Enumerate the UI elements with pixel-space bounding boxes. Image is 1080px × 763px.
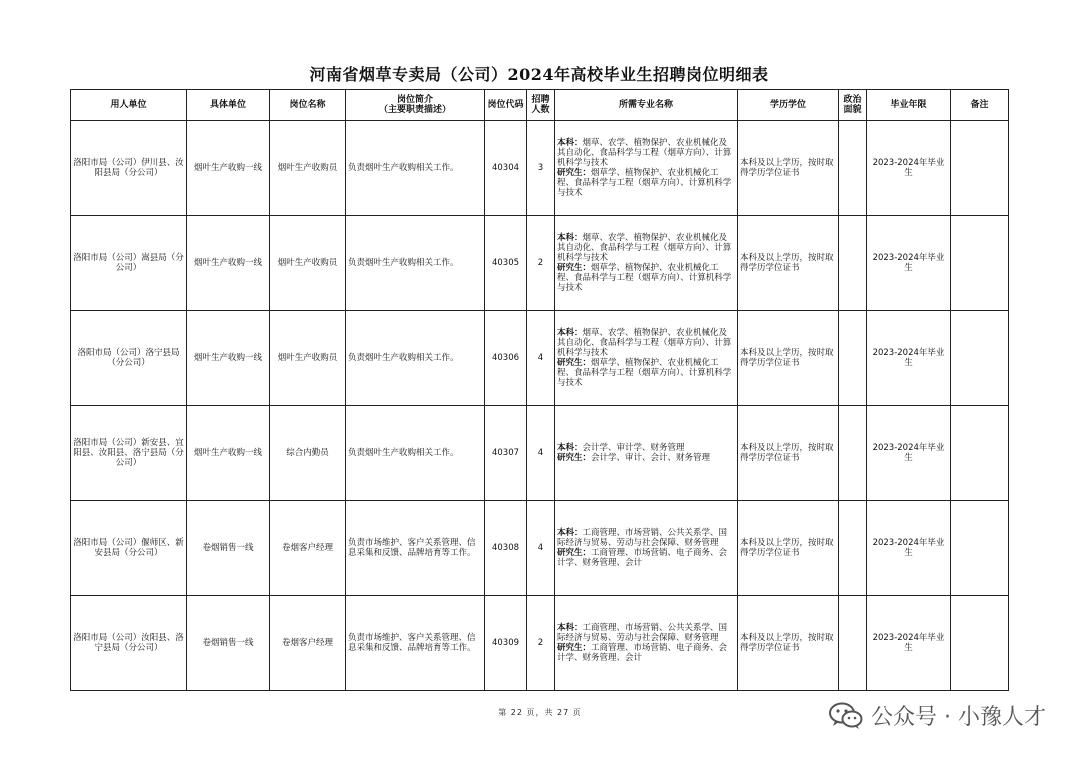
cell-remark (951, 121, 1009, 216)
cell-majors (555, 121, 738, 216)
header-unit: 用人单位 (71, 90, 187, 121)
header-degree: 学历学位 (738, 90, 839, 121)
undergrad-majors: 烟草、农学、植物保护、农业机械化及其自动化、食品科学与工程（烟草方向）、计算机科学与技术 (557, 233, 732, 263)
cell-code: 40304 (485, 121, 527, 216)
cell-political (839, 216, 867, 311)
majors-undergrad (557, 443, 735, 453)
cell-intro: 负责烟叶生产收购相关工作。 (346, 406, 485, 501)
cell-degree: 本科及以上学历，按时取得学历学位证书 (738, 311, 839, 406)
cell-dept: 卷烟销售一线 (187, 596, 270, 691)
header-majors: 所需专业名称 (555, 90, 738, 121)
majors-postgrad (557, 548, 735, 568)
watermark (829, 700, 1046, 731)
cell-grad-year: 2023-2024年毕业生 (867, 406, 951, 501)
cell-remark (951, 216, 1009, 311)
cell-grad-year: 2023-2024年毕业生 (867, 596, 951, 691)
table-row (71, 216, 1009, 311)
cell-political (839, 311, 867, 406)
cell-grad-year: 2023-2024年毕业生 (867, 216, 951, 311)
cell-degree: 本科及以上学历，按时取得学历学位证书 (738, 596, 839, 691)
cell-grad-year: 2023-2024年毕业生 (867, 501, 951, 596)
majors-postgrad (557, 358, 735, 388)
postgrad-label: 研究生： (557, 358, 592, 368)
majors-undergrad (557, 623, 735, 643)
postgrad-majors: 烟草学、植物保护、农业机械化工程、食品科学与工程（烟草方向）、计算机科学与技术 (557, 168, 732, 198)
postgrad-majors: 会计学、审计、会计、财务管理 (591, 453, 711, 463)
cell-code: 40307 (485, 406, 527, 501)
cell-intro: 负责市场维护、客户关系管理、信息采集和反馈、品牌培育等工作。 (346, 596, 485, 691)
cell-dept: 烟叶生产收购一线 (187, 406, 270, 501)
cell-unit: 洛阳市局（公司）洛宁县局（分公司） (71, 311, 187, 406)
cell-dept: 烟叶生产收购一线 (187, 311, 270, 406)
majors-undergrad (557, 233, 735, 263)
watermark-text: 公众号 · 小豫人才 (871, 705, 1046, 730)
header-code: 岗位代码 (485, 90, 527, 121)
cell-count: 2 (527, 216, 555, 311)
undergrad-majors: 烟草、农学、植物保护、农业机械化及其自动化、食品科学与工程（烟草方向）、计算机科学与技术 (557, 328, 732, 358)
cell-degree: 本科及以上学历，按时取得学历学位证书 (738, 406, 839, 501)
majors-undergrad (557, 138, 735, 168)
majors-undergrad (557, 328, 735, 358)
table-row (71, 311, 1009, 406)
table-row (71, 596, 1009, 691)
cell-political (839, 406, 867, 501)
cell-remark (951, 311, 1009, 406)
cell-majors (555, 596, 738, 691)
undergrad-label: 本科： (557, 443, 583, 453)
cell-remark (951, 406, 1009, 501)
cell-position: 烟叶生产收购员 (270, 121, 346, 216)
undergrad-label: 本科： (557, 623, 583, 633)
cell-position: 烟叶生产收购员 (270, 216, 346, 311)
majors-postgrad (557, 263, 735, 293)
cell-unit: 洛阳市局（公司）汝阳县、洛宁县局（分公司） (71, 596, 187, 691)
cell-dept: 卷烟销售一线 (187, 501, 270, 596)
cell-position: 烟叶生产收购员 (270, 311, 346, 406)
cell-unit: 洛阳市局（公司）新安县、宜阳县、汝阳县、洛宁县局（分公司） (71, 406, 187, 501)
cell-count: 4 (527, 501, 555, 596)
postgrad-label: 研究生： (557, 548, 592, 558)
cell-degree: 本科及以上学历，按时取得学历学位证书 (738, 121, 839, 216)
cell-code: 40308 (485, 501, 527, 596)
undergrad-label: 本科： (557, 528, 583, 538)
majors-postgrad (557, 453, 735, 463)
page-title: 河南省烟草专卖局（公司）2024年高校毕业生招聘岗位明细表 (309, 65, 769, 84)
header-intro-sub: （主要职责描述） (378, 105, 451, 115)
cell-count: 4 (527, 311, 555, 406)
cell-majors (555, 406, 738, 501)
cell-political (839, 501, 867, 596)
job-table (70, 89, 1009, 691)
header-position: 岗位名称 (270, 90, 346, 121)
header-remark: 备注 (951, 90, 1009, 121)
cell-political (839, 596, 867, 691)
undergrad-majors: 工商管理、市场营销、公共关系学、国际经济与贸易、劳动与社会保障、财务管理 (557, 528, 728, 548)
undergrad-majors: 烟草、农学、植物保护、农业机械化及其自动化、食品科学与工程（烟草方向）、计算机科学与技术 (557, 138, 732, 168)
table-row (71, 121, 1009, 216)
cell-intro: 负责烟叶生产收购相关工作。 (346, 216, 485, 311)
cell-code: 40305 (485, 216, 527, 311)
majors-postgrad (557, 168, 735, 198)
cell-majors (555, 216, 738, 311)
cell-position: 卷烟客户经理 (270, 501, 346, 596)
cell-majors (555, 311, 738, 406)
cell-dept: 烟叶生产收购一线 (187, 216, 270, 311)
table-row (71, 406, 1009, 501)
header-intro (346, 90, 485, 121)
postgrad-majors: 烟草学、植物保护、农业机械化工程、食品科学与工程（烟草方向）、计算机科学与技术 (557, 358, 732, 388)
cell-political (839, 121, 867, 216)
cell-position: 综合内勤员 (270, 406, 346, 501)
cell-intro: 负责市场维护、客户关系管理、信息采集和反馈、品牌培育等工作。 (346, 501, 485, 596)
cell-degree: 本科及以上学历，按时取得学历学位证书 (738, 501, 839, 596)
header-grad-year: 毕业年限 (867, 90, 951, 121)
cell-code: 40309 (485, 596, 527, 691)
cell-count: 2 (527, 596, 555, 691)
cell-unit: 洛阳市局（公司）偃师区、新安县局（分公司） (71, 501, 187, 596)
cell-degree: 本科及以上学历，按时取得学历学位证书 (738, 216, 839, 311)
cell-dept: 烟叶生产收购一线 (187, 121, 270, 216)
cell-grad-year: 2023-2024年毕业生 (867, 121, 951, 216)
wechat-icon (829, 702, 863, 730)
cell-grad-year: 2023-2024年毕业生 (867, 311, 951, 406)
table-row (71, 501, 1009, 596)
undergrad-label: 本科： (557, 138, 583, 148)
header-political: 政治面貌 (839, 90, 867, 121)
cell-count: 4 (527, 406, 555, 501)
undergrad-majors: 工商管理、市场营销、公共关系学、国际经济与贸易、劳动与社会保障、财务管理 (557, 623, 728, 643)
cell-unit: 洛阳市局（公司）嵩县局（分公司） (71, 216, 187, 311)
postgrad-majors: 工商管理、市场营销、电子商务、会计学、财务管理、会计 (557, 548, 728, 568)
cell-unit: 洛阳市局（公司）伊川县、汝阳县局（分公司） (71, 121, 187, 216)
cell-remark (951, 596, 1009, 691)
header-dept: 具体单位 (187, 90, 270, 121)
table-header-row (71, 90, 1009, 121)
undergrad-label: 本科： (557, 328, 583, 338)
header-count: 招聘人数 (527, 90, 555, 121)
postgrad-majors: 工商管理、市场营销、电子商务、会计学、财务管理、会计 (557, 643, 728, 663)
postgrad-label: 研究生： (557, 643, 592, 653)
postgrad-label: 研究生： (557, 263, 592, 273)
header-intro-main: 岗位简介 (396, 95, 433, 105)
cell-remark (951, 501, 1009, 596)
majors-postgrad (557, 643, 735, 663)
cell-position: 卷烟客户经理 (270, 596, 346, 691)
postgrad-label: 研究生： (557, 168, 592, 178)
majors-undergrad (557, 528, 735, 548)
postgrad-majors: 烟草学、植物保护、农业机械化工程、食品科学与工程（烟草方向）、计算机科学与技术 (557, 263, 732, 293)
cell-count: 3 (527, 121, 555, 216)
undergrad-label: 本科： (557, 233, 583, 243)
postgrad-label: 研究生： (557, 453, 592, 463)
cell-code: 40306 (485, 311, 527, 406)
undergrad-majors: 会计学、审计学、财务管理 (582, 443, 685, 453)
cell-intro: 负责烟叶生产收购相关工作。 (346, 311, 485, 406)
cell-majors (555, 501, 738, 596)
page-number: 第 22 页，共 27 页 (498, 708, 582, 717)
cell-intro: 负责烟叶生产收购相关工作。 (346, 121, 485, 216)
